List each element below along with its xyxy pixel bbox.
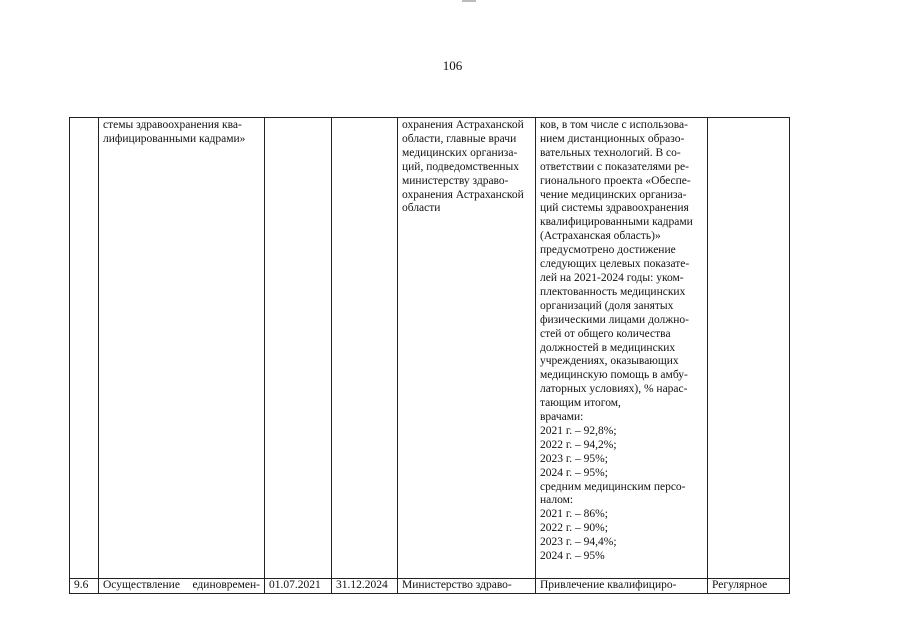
cell-periodicity: Регулярное	[708, 579, 790, 594]
result-line: 2021 г. – 86%;	[540, 508, 608, 521]
cell-executor	[398, 118, 536, 579]
result-line: 2021 г. – 92,8%;	[540, 424, 617, 437]
executor-line: области	[402, 202, 441, 215]
cell-result	[536, 118, 708, 579]
result-line: налом:	[540, 494, 574, 507]
executor-line: охранения Астраханской	[402, 188, 524, 201]
result-line: латорных условиях), % нарас-	[540, 383, 688, 396]
cell-end-date	[332, 118, 398, 579]
result-line: 2022 г. – 94,2%;	[540, 438, 617, 451]
result-line: врачами:	[540, 411, 584, 424]
cell-periodicity	[708, 118, 790, 579]
result-line: ответствии с показателями ре-	[540, 160, 689, 173]
scan-artifact	[462, 0, 476, 2]
result-line: гионального проекта «Обеспе-	[540, 174, 691, 187]
result-line: вательных технологий. В со-	[540, 146, 681, 159]
table-row-continued	[70, 118, 790, 579]
executor-line: министерству здраво-	[402, 174, 509, 187]
measure-line: лифицированными кадрами»	[103, 132, 246, 145]
plan-table	[69, 117, 790, 594]
result-line: ций системы здравоохранения	[540, 202, 689, 215]
result-line: средним медицинским персо-	[540, 480, 686, 493]
result-line: ков, в том числе с использова-	[540, 119, 688, 131]
cell-number: 9.6	[70, 579, 99, 594]
executor-line: охранения Астраханской	[402, 119, 524, 131]
table-row-9-6	[70, 579, 790, 594]
cell-start-date	[265, 118, 332, 579]
result-line: учреждениях, оказывающих	[540, 355, 679, 368]
cell-start-date: 01.07.2021	[265, 579, 332, 594]
cell-end-date: 31.12.2024	[332, 579, 398, 594]
result-line: следующих целевых показате-	[540, 258, 690, 271]
result-line: предусмотрено достижение	[540, 244, 676, 257]
cell-result: Привлечение квалифициро-	[536, 579, 708, 594]
result-line: тающим итогом,	[540, 397, 621, 410]
result-line: (Астраханская область)»	[540, 230, 661, 243]
cell-executor: Министерство здраво-	[398, 579, 536, 594]
result-line: медицинскую помощь в амбу-	[540, 369, 688, 382]
result-line: плектованность медицинских	[540, 285, 686, 298]
result-line: лей на 2021-2024 годы: уком-	[540, 271, 684, 284]
result-line: 2023 г. – 94,4%;	[540, 536, 617, 549]
result-line: квалифицированными кадрами	[540, 216, 693, 229]
cell-measure: Осуществление единовремен-	[99, 579, 265, 594]
cell-number	[70, 118, 99, 579]
result-line: 2024 г. – 95%	[540, 550, 605, 563]
result-line: должностей в медицинских	[540, 341, 676, 354]
executor-line: области, главные врачи	[402, 132, 517, 145]
result-line: нием дистанционных образо-	[540, 132, 685, 145]
result-line: 2024 г. – 95%;	[540, 466, 608, 479]
measure-line: стемы здравоохранения ква-	[103, 119, 242, 131]
executor-line: ций, подведомственных	[402, 160, 519, 173]
page-number: 106	[442, 58, 463, 73]
result-line: физическими лицами должно-	[540, 313, 689, 326]
cell-measure	[99, 118, 265, 579]
result-line: чение медицинских организа-	[540, 188, 687, 201]
result-line: стей от общего количества	[540, 327, 671, 340]
result-line: 2022 г. – 90%;	[540, 522, 608, 535]
result-line: организаций (доля занятых	[540, 299, 674, 312]
executor-line: медицинских организа-	[402, 146, 518, 159]
result-line: 2023 г. – 95%;	[540, 452, 608, 465]
